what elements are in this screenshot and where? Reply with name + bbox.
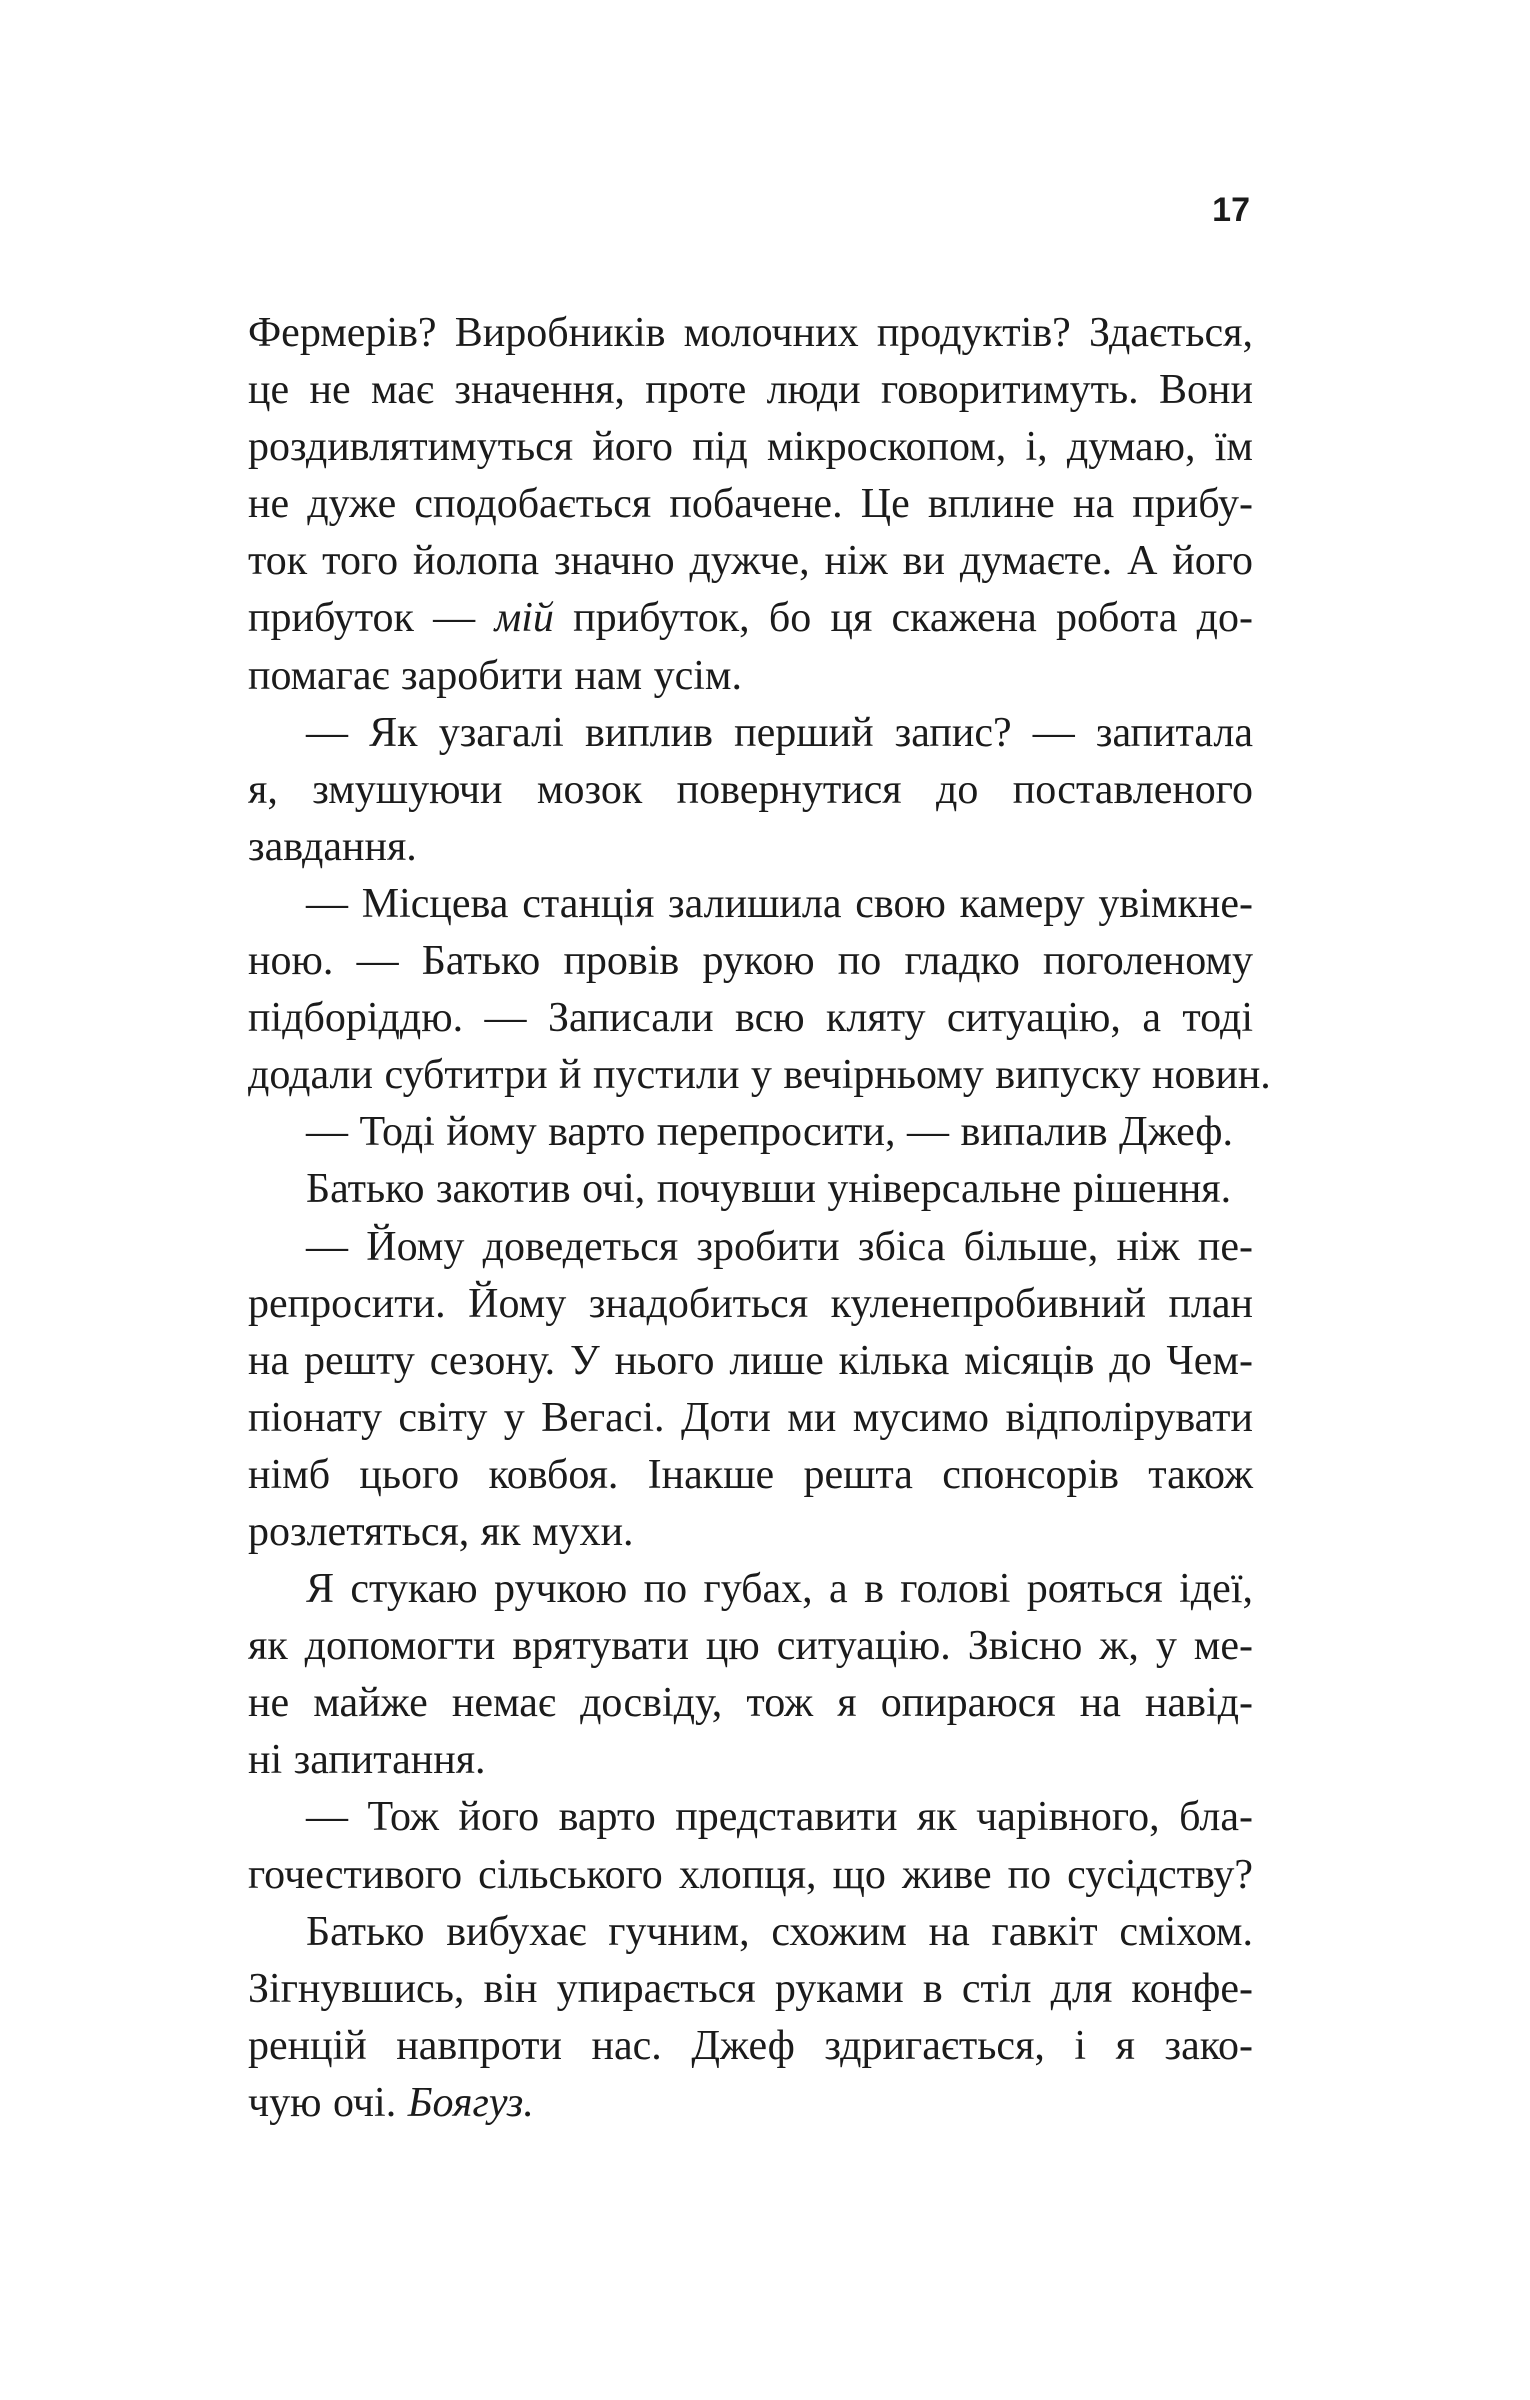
text-line: додали субтитри й пустили у вечірньому випуску новин. bbox=[248, 1052, 1271, 1099]
text-line: — Місцева станція залишила свою камеру увімкне- bbox=[306, 880, 1253, 927]
text-line: це не має значення, проте люди говоритимуть. Вони bbox=[248, 367, 1253, 414]
text-line: Батько закотив очі, почувши універсальне рішення. bbox=[306, 1166, 1232, 1213]
text-line bbox=[248, 590, 1253, 647]
text-line: — Тож його варто представити як чарівного, бла- bbox=[306, 1794, 1253, 1841]
text-segment: прибуток — bbox=[248, 595, 495, 642]
text-segment: чую очі. bbox=[248, 2079, 408, 2126]
text-line: — Йому доведеться зробити збіса більше, ніж пе- bbox=[306, 1223, 1253, 1270]
emphasis-text: мій bbox=[494, 595, 554, 642]
text-line: роздивлятимуться його під мікроскопом, і, думаю, їм bbox=[248, 424, 1253, 471]
text-segment: прибуток, бо ця скажена робота до- bbox=[553, 595, 1253, 642]
text-line: гочестивого сільського хлопця, що живе по сусідству? bbox=[248, 1851, 1253, 1898]
text-line: розлетяться, як мухи. bbox=[248, 1508, 634, 1555]
text-line: не майже немає досвіду, тож я опираюся на навід- bbox=[248, 1680, 1253, 1727]
page-number: 17 bbox=[1212, 191, 1250, 229]
text-line: ні запитання. bbox=[248, 1737, 486, 1784]
text-line: репросити. Йому знадобиться куленепробивний план bbox=[248, 1280, 1253, 1327]
text-line: німб цього ковбоя. Інакше решта спонсорів також bbox=[248, 1451, 1253, 1498]
text-line bbox=[248, 2075, 1253, 2132]
text-line: піонату світу у Вегасі. Доти ми мусимо відполірувати bbox=[248, 1394, 1253, 1441]
text-line: — Тоді йому варто перепросити, — випалив Джеф. bbox=[306, 1109, 1234, 1156]
emphasis-text: Боягуз. bbox=[407, 2079, 534, 2126]
text-line: на решту сезону. У нього лише кілька місяців до Чем- bbox=[248, 1337, 1253, 1384]
text-line: я, змушуючи мозок повернутися до поставленого bbox=[248, 766, 1253, 813]
text-line: ною. — Батько провів рукою по гладко поголеному bbox=[248, 938, 1253, 985]
text-line: завдання. bbox=[248, 823, 417, 870]
text-line: ренцій навпроти нас. Джеф здригається, і я зако- bbox=[248, 2022, 1253, 2069]
text-line: Зігнувшись, він упирається руками в стіл для конфе- bbox=[248, 1965, 1253, 2012]
text-line: помагає заробити нам усім. bbox=[248, 652, 742, 699]
text-line: підборіддю. — Записали всю кляту ситуацію, а тоді bbox=[248, 995, 1253, 1042]
body-text bbox=[248, 305, 1271, 2132]
text-line: Я стукаю ручкою по губах, а в голові рояться ідеї, bbox=[306, 1566, 1253, 1613]
text-line: Батько вибухає гучним, схожим на гавкіт сміхом. bbox=[306, 1908, 1253, 1955]
text-line: — Як узагалі виплив перший запис? — запитала bbox=[306, 709, 1253, 756]
text-line: як допомогти врятувати цю ситуацію. Звісно ж, у ме- bbox=[248, 1623, 1253, 1670]
text-line: не дуже сподобається побачене. Це вплине на прибу- bbox=[248, 481, 1253, 528]
text-line: ток того йолопа значно дужче, ніж ви думаєте. А його bbox=[248, 538, 1253, 585]
text-line: Фермерів? Виробників молочних продуктів? Здається, bbox=[248, 310, 1253, 356]
